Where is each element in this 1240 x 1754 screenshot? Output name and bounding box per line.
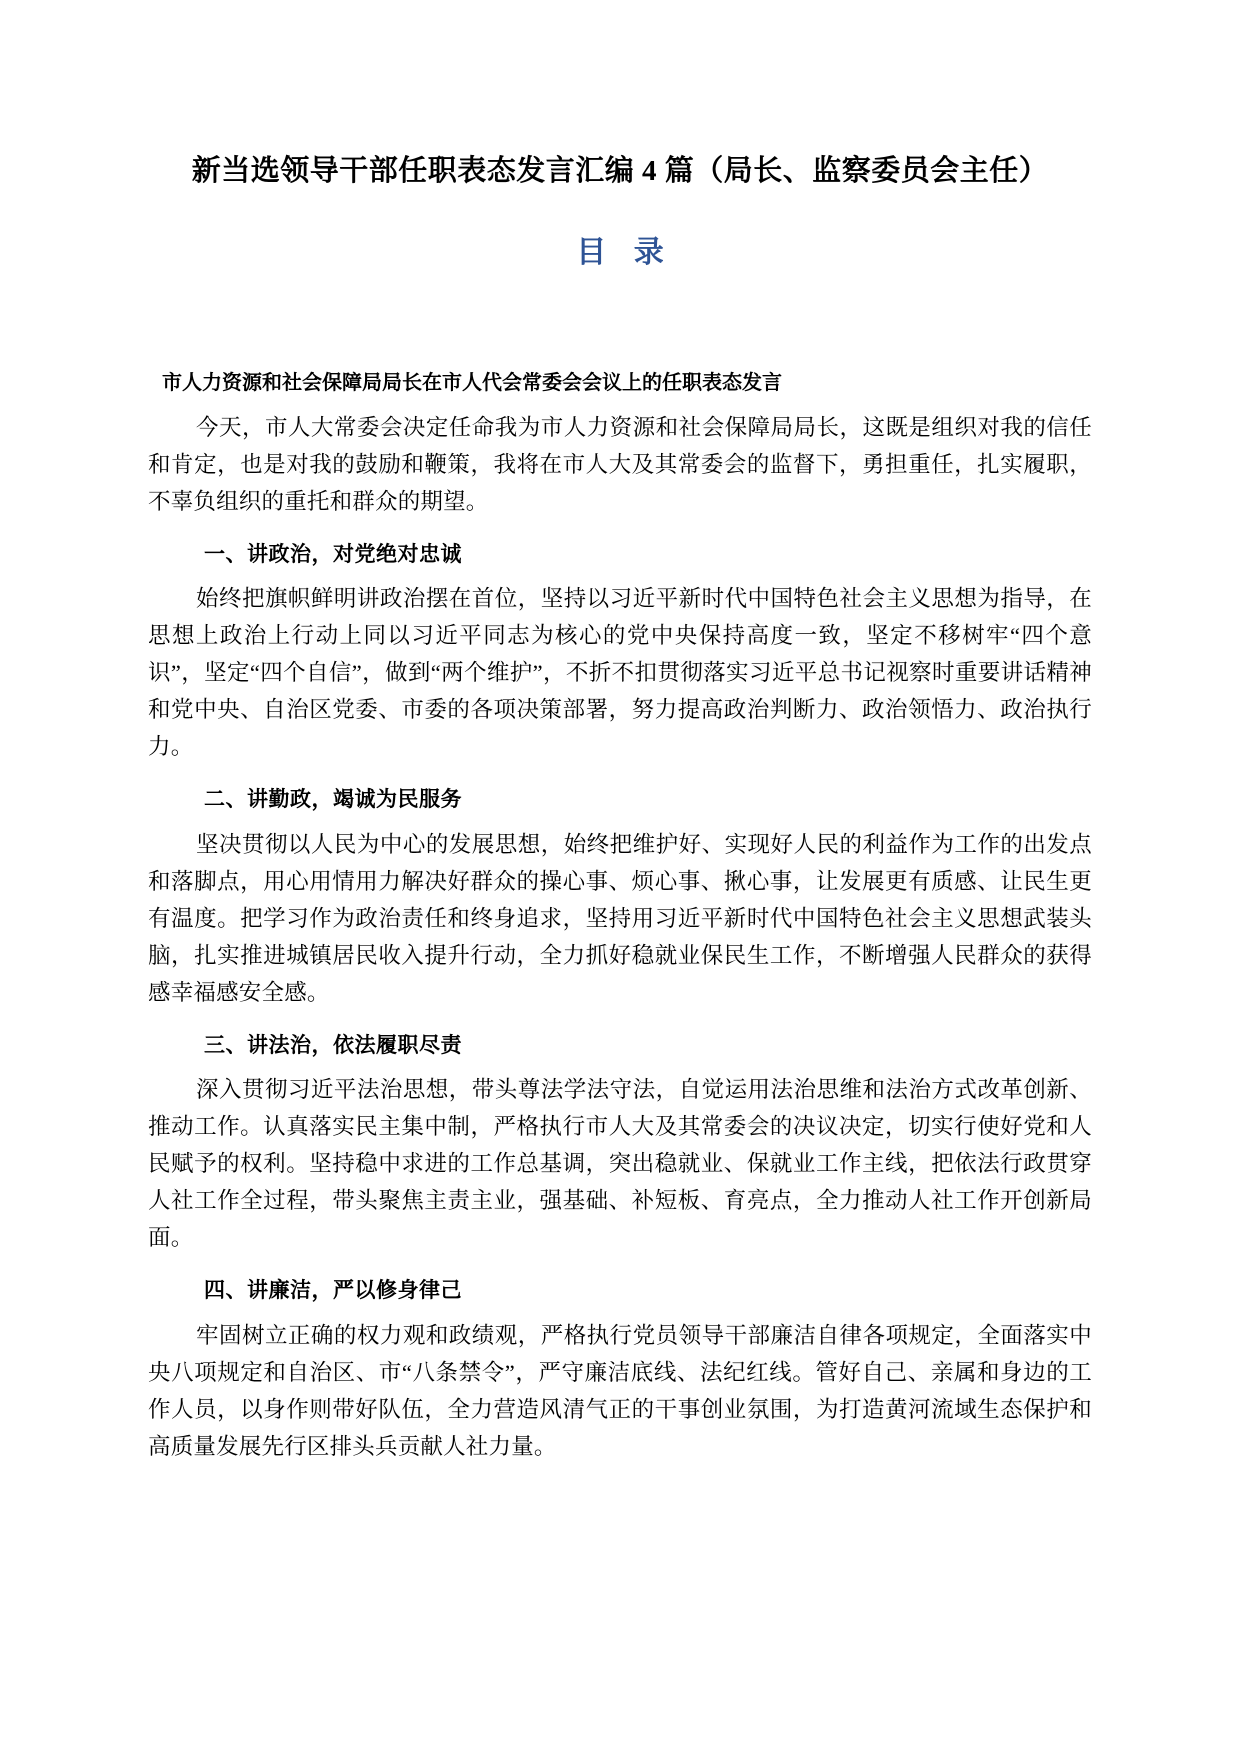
section-heading-3: 三、讲法治，依法履职尽责 [204, 1032, 462, 1057]
section-paragraph-4: 牢固树立正确的权力观和政绩观，严格执行党员领导干部廉洁自律各项规定，全面落实中央八项规定和自治区、市“八条禁令”，严守廉洁底线、法纪红线。管好自己、亲属和身边的工作人员，以身作则带好队伍，全力营造风清气正的干事创业氛围，为打造黄河流域生态保护和高质量发展先行区排头兵贡献人社力量。 [148, 1322, 1092, 1459]
section-paragraph-2: 坚决贯彻以人民为中心的发展思想，始终把维护好、实现好人民的利益作为工作的出发点和落脚点，用心用情用力解决好群众的操心事、烦心事、揪心事，让发展更有质感、让民生更有温度。把学习作为政治责任和终身追求，坚持用习近平新时代中国特色社会主义思想武装头脑，扎实推进城镇居民收入提升行动，全力抓好稳就业保民生工作，不断增强人民群众的获得感幸福感安全感。 [148, 831, 1092, 1005]
table-of-contents-heading: 目 录 [576, 236, 674, 270]
article-heading: 市人力资源和社会保障局局长在市人代会常委会会议上的任职表态发言 [162, 369, 782, 394]
section-paragraph-1: 始终把旗帜鲜明讲政治摆在首位，坚持以习近平新时代中国特色社会主义思想为指导，在思想上政治上行动上同以习近平同志为核心的党中央保持高度一致，坚定不移树牢“四个意识”，坚定“四个自信”，做到“两个维护”，不折不扣贯彻落实习近平总书记视察时重要讲话精神和党中央、自治区党委、市委的各项决策部署，努力提高政治判断力、政治领悟力、政治执行力。 [148, 586, 1092, 760]
document-title: 新当选领导干部任职表态发言汇编 4 篇（局长、监察委员会主任） [191, 155, 1049, 187]
section-paragraph-3: 深入贯彻习近平法治思想，带头尊法学法守法，自觉运用法治思维和法治方式改革创新、推动工作。认真落实民主集中制，严格执行市人大及其常委会的决议决定，切实行使好党和人民赋予的权利。坚持稳中求进的工作总基调，突出稳就业、保就业工作主线，把依法行政贯穿人社工作全过程，带头聚焦主责主业，强基础、补短板、育亮点，全力推动人社工作开创新局面。 [148, 1077, 1092, 1251]
section-heading-2: 二、讲勤政，竭诚为民服务 [204, 787, 462, 812]
page-content [148, 0, 1092, 1469]
article-intro-paragraph: 今天，市人大常委会决定任命我为市人力资源和社会保障局局长，这既是组织对我的信任和肯定，也是对我的鼓励和鞭策，我将在市人大及其常委会的监督下，勇担重任，扎实履职，不辜负组织的重托和群众的期望。 [148, 414, 1092, 514]
section-heading-4: 四、讲廉洁，严以修身律己 [204, 1278, 462, 1303]
vertical-spacer [148, 274, 1092, 367]
section-heading-1: 一、讲政治，对党绝对忠诚 [204, 541, 462, 566]
